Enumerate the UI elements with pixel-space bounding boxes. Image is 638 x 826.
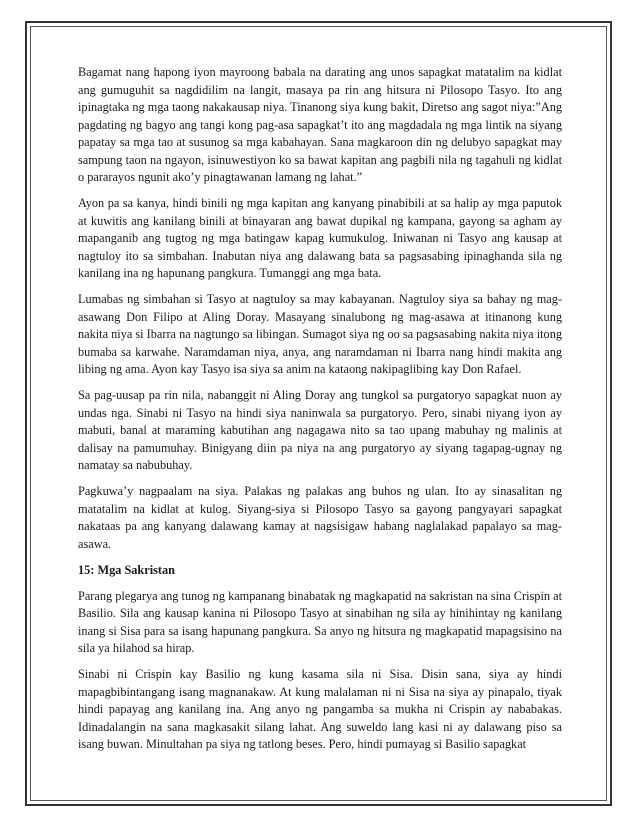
paragraph-6: Parang plegarya ang tunog ng kampanang binabatak ng magkapatid na sakristan na sina Crispin at Basilio. Sila ang kausap kanina ni Pilosopo Tasyo at sinabihan ng sila ay hinihintay ng kanilang inang si Sisa para sa isang hapunang pangkura. Sa anyo ng hitsura ng magkapatid mapagsisino na sila ya hilahod sa hirap. — [78, 588, 562, 655]
document-body — [78, 64, 562, 804]
section-heading: 15: Mga Sakristan — [78, 562, 176, 577]
paragraph-4: Sa pag-uusap pa rin nila, nabanggit ni Aling Doray ang tungkol sa purgatoryo sapagkat nuon ay undas nga. Sinabi ni Tasyo na hindi siya naninwala sa purgatoryo. Pero, sinabi niyang iyon ay mabuti, banal at maraming kabutihan ang nagagawa nito sa tao upang mabuhay ng malinis at dalisay na pamumuhay. Binigyang diin pa niya na ang purgatoryo ay siyang tagapag-ugnay ng namatay sa nabubuhay. — [78, 388, 562, 472]
paragraph-2: Ayon pa sa kanya, hindi binili ng mga kapitan ang kanyang pinabibili at sa halip ay mga paputok at kuwitis ang kanilang binili at binayaran ang bawat dupikal ng kampana, gayong sa agham ay mapanganib ang tugtog ng mga batingaw kapag kumukulog. Iniwanan ni Tasyo ang kausap at nagtuloy ito sa simbahan. Inabutan niya ang dalawang bata sa pagsasabing ipinaghanda sila ng kanilang ina ng hapunang pangkura. Tumanggi ang mga bata. — [78, 196, 562, 280]
paragraph-3: Lumabas ng simbahan si Tasyo at nagtuloy sa may kabayanan. Nagtuloy siya sa bahay ng mag-asawang Don Filipo at Aling Doray. Masayang sinalubong ng mag-asawa at itinanong kung nakita niya si Ibarra na nagtungo sa libingan. Sumagot siya ng oo sa pagsasabing nakita niya itong bumaba sa karwahe. Naramdaman niya, anya, ang naramdaman ni Ibarra nang hindi makita ang libing ng ama. Ayon kay Tasyo isa siya sa anim na kataong nakipaglibing kay Don Rafael. — [78, 292, 562, 376]
paragraph-1: Bagamat nang hapong iyon mayroong babala na darating ang unos sapagkat matatalim na kidlat ang gumuguhit sa nagdidilim na langit, masaya pa rin ang hitsura ni Pilosopo Tasyo. Ito ang ipinagtaka ng mga taong nakakausap niya. Tinanong siya kung bakit, Diretso ang sagot niya:”Ang pagdating ng bagyo ang tangi kong pag-asa sapagkat’t ito ang magdadala ng mga lintik na siyang papatay sa mga tao at susunog sa mga kabahayan. Sana magkaroon din ng delubyo sapagkat may sampung taon na ngayon, isinuwestiyon ko sa bawat kapitan ang pagbili nila ng tagahuli ng kidlat o pararayos ngunit ako’y pinagtawanan lamang ng lahat.” — [78, 65, 562, 184]
paragraph-7: Sinabi ni Crispin kay Basilio ng kung kasama sila ni Sisa. Disin sana, siya ay hindi mapagbibintangang isang magnanakaw. At kung malalaman ni ni Sisa na siya ay pinapalo, tiyak hindi papayag ang kanilang ina. Ang anyo ng pangamba sa mukha ni Crispin ay nababakas. Idinadalangin na sana magkasakit silang lahat. Ang suweldo lang kasi ni ay dalawang piso sa isang buwan. Minultahan pa siya ng tatlong beses. Pero, hindi pumayag si Basilio sapagkat — [78, 667, 562, 751]
paragraph-5: Pagkuwa’y nagpaalam na siya. Palakas ng palakas ang buhos ng ulan. Ito ay sinasalitan ng matatalim na kidlat at kulog. Siyang-siya si Pilosopo Tasyo sa gayong pangyayari sapagkat nakataas pa ang kanyang dalawang kamay at nagsisigaw habang naglalakad papalayo sa mag-asawa. — [78, 484, 562, 551]
